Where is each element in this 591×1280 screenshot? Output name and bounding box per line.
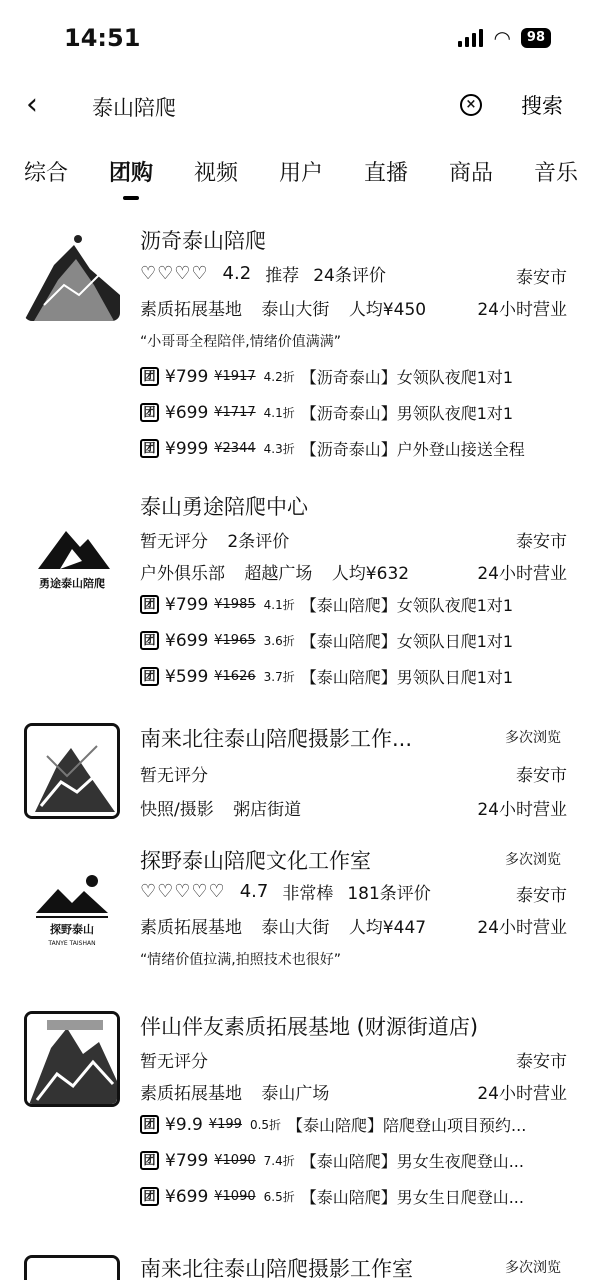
info-row (140, 559, 423, 584)
back-icon[interactable]: ‹ (26, 87, 38, 122)
review-count: 24条评价 (313, 266, 386, 286)
deal-original-price: ¥1090 (214, 1153, 256, 1168)
result-card[interactable] (0, 841, 591, 1001)
review-count: 181条评价 (347, 884, 431, 904)
tab-products[interactable]: 商品 (449, 161, 494, 186)
deal-discount: 3.7折 (263, 670, 295, 684)
rating-text: 暂无评分 (140, 532, 208, 552)
group-buy-icon: 团 (140, 631, 159, 650)
hours-label: 24小时营业 (477, 564, 567, 584)
hours-label: 24小时营业 (477, 300, 567, 320)
deal-price: ¥799 (165, 1150, 209, 1171)
deal-original-price: ¥1917 (214, 369, 256, 384)
category-label: 素质拓展基地 (140, 918, 242, 938)
status-icons (458, 28, 551, 48)
search-input[interactable]: 泰山陪爬 (92, 96, 176, 120)
deal-title: 【泰山陪爬】男女生夜爬登山... (300, 1152, 524, 1171)
wifi-icon: ◠ (493, 26, 511, 50)
deal-original-price: ¥1985 (214, 597, 256, 612)
rating-score: 4.2 (222, 263, 252, 284)
search-bar (0, 82, 591, 130)
category-label: 素质拓展基地 (140, 300, 242, 320)
group-buy-icon: 团 (140, 1151, 159, 1170)
review-quote: “小哥哥全程陪伴,情绪价值满满” (140, 334, 341, 350)
deal-original-price: ¥199 (208, 1117, 242, 1132)
group-buy-icon: 团 (140, 1187, 159, 1206)
category-label: 素质拓展基地 (140, 1084, 242, 1104)
rating-text: 暂无评分 (140, 766, 208, 786)
deal-item[interactable] (140, 401, 570, 424)
deal-original-price: ¥2344 (214, 441, 256, 456)
store-name[interactable]: 沥奇泰山陪爬 (140, 229, 266, 253)
browsed-badge: 多次浏览 (505, 1260, 561, 1276)
deal-title: 【沥奇泰山】男领队夜爬1对1 (300, 404, 514, 423)
review-count: 2条评价 (227, 532, 290, 552)
tab-group-buy[interactable]: 团购 (109, 161, 154, 186)
result-card[interactable] (0, 713, 591, 841)
avg-price: 人均¥447 (348, 918, 427, 938)
info-row (140, 295, 440, 320)
hours-label: 24小时营业 (477, 800, 567, 820)
area-label: 粥店街道 (233, 800, 302, 820)
deal-title: 【泰山陪爬】男女生日爬登山... (300, 1188, 524, 1207)
deal-discount: 4.1折 (263, 406, 295, 420)
deal-discount: 3.6折 (263, 634, 295, 648)
deal-item[interactable] (140, 1113, 570, 1136)
deal-item[interactable] (140, 593, 570, 616)
deal-original-price: ¥1965 (214, 633, 256, 648)
deal-price: ¥699 (165, 630, 209, 651)
store-name[interactable]: 泰山勇途陪爬中心 (140, 495, 308, 519)
deal-discount: 6.5折 (263, 1190, 295, 1204)
status-bar (0, 0, 591, 80)
signal-icon (458, 29, 483, 47)
svg-text:TANYE TAISHAN: TANYE TAISHAN (48, 940, 96, 947)
active-tab-indicator (123, 196, 139, 200)
deal-title: 【泰山陪爬】陪爬登山项目预约... (287, 1116, 527, 1135)
battery-icon: 98 (521, 28, 551, 48)
deal-item[interactable] (140, 365, 570, 388)
deal-item[interactable] (140, 1149, 570, 1172)
deal-original-price: ¥1717 (214, 405, 256, 420)
hours-label: 24小时营业 (477, 1084, 567, 1104)
group-buy-icon: 团 (140, 439, 159, 458)
rating-label: 非常棒 (282, 884, 334, 904)
area-label: 泰山大街 (261, 918, 330, 938)
store-thumbnail (24, 1255, 120, 1280)
svg-text:探野泰山: 探野泰山 (50, 923, 94, 936)
info-row (140, 795, 315, 820)
group-buy-icon: 团 (140, 403, 159, 422)
result-card[interactable] (0, 485, 591, 713)
deal-price: ¥699 (165, 402, 209, 423)
city-label: 泰安市 (516, 886, 567, 906)
deal-title: 【沥奇泰山】户外登山接送全程 (300, 440, 525, 459)
store-thumbnail (24, 225, 120, 321)
group-buy-icon: 团 (140, 367, 159, 386)
city-label: 泰安市 (516, 268, 567, 288)
rating-score: 4.7 (239, 881, 269, 902)
area-label: 泰山大街 (261, 300, 330, 320)
status-time: 14:51 (64, 24, 141, 52)
avg-price: 人均¥632 (331, 564, 410, 584)
deal-discount: 4.2折 (263, 370, 295, 384)
deal-item[interactable] (140, 665, 570, 688)
store-thumbnail (24, 859, 120, 955)
store-thumbnail (24, 723, 120, 819)
deal-title: 【泰山陪爬】男领队日爬1对1 (300, 668, 514, 687)
review-quote: “情绪价值拉满,拍照技术也很好” (140, 952, 341, 968)
store-thumbnail (24, 505, 120, 601)
store-name[interactable]: 伴山伴友素质拓展基地 (财源街道店) (140, 1015, 479, 1039)
rating-label: 推荐 (265, 266, 300, 286)
rating-row (140, 879, 445, 904)
city-label: 泰安市 (516, 532, 567, 552)
info-row (140, 1079, 343, 1104)
tab-videos[interactable]: 视频 (194, 161, 239, 186)
category-label: 户外俱乐部 (140, 564, 225, 584)
deal-discount: 4.1折 (263, 598, 295, 612)
hours-label: 24小时营业 (477, 918, 567, 938)
group-buy-icon: 团 (140, 667, 159, 686)
browsed-badge: 多次浏览 (505, 852, 561, 868)
deal-price: ¥999 (165, 438, 209, 459)
tab-all[interactable]: 综合 (24, 161, 69, 186)
search-button[interactable]: 搜索 (521, 90, 563, 120)
rating-text: 暂无评分 (140, 1052, 208, 1072)
store-thumbnail (24, 1011, 120, 1107)
group-buy-icon: 团 (140, 1115, 159, 1134)
deal-title: 【泰山陪爬】女领队日爬1对1 (300, 632, 514, 651)
deal-item[interactable] (140, 629, 570, 652)
heart-rating-icon: ♡♡♡♡ (140, 263, 209, 284)
deal-item[interactable] (140, 1185, 570, 1208)
deal-discount: 7.4折 (263, 1154, 295, 1168)
rating-row (140, 261, 400, 286)
deal-price: ¥799 (165, 594, 209, 615)
city-label: 泰安市 (516, 766, 567, 786)
tab-users[interactable]: 用户 (279, 161, 324, 186)
city-label: 泰安市 (516, 1052, 567, 1072)
store-name[interactable]: 南来北往泰山陪爬摄影工作室 (140, 1257, 413, 1280)
group-buy-icon: 团 (140, 595, 159, 614)
deal-discount: 4.3折 (263, 442, 295, 456)
store-name[interactable]: 探野泰山陪爬文化工作室 (140, 849, 371, 873)
result-card[interactable] (0, 1001, 591, 1229)
rating-row (140, 527, 303, 552)
info-row (140, 913, 440, 938)
browsed-badge: 多次浏览 (505, 730, 561, 746)
result-card[interactable] (0, 1229, 591, 1280)
category-label: 快照/摄影 (140, 800, 214, 820)
deal-price: ¥699 (165, 1186, 209, 1207)
deal-title: 【泰山陪爬】女领队夜爬1对1 (300, 596, 514, 615)
category-tabs (0, 150, 591, 206)
result-card[interactable] (0, 215, 591, 485)
deal-discount: 0.5折 (249, 1118, 282, 1132)
deal-price: ¥599 (165, 666, 209, 687)
deal-original-price: ¥1090 (214, 1189, 256, 1204)
store-name[interactable]: 南来北往泰山陪爬摄影工作... (140, 727, 413, 751)
deal-title: 【沥奇泰山】女领队夜爬1对1 (300, 368, 514, 387)
tab-music[interactable]: 音乐 (534, 161, 579, 186)
avg-price: 人均¥450 (348, 300, 427, 320)
deal-item[interactable] (140, 437, 570, 460)
deal-price: ¥799 (165, 366, 209, 387)
deal-price: ¥9.9 (165, 1114, 203, 1135)
results-list (0, 215, 591, 1280)
area-label: 超越广场 (244, 564, 313, 584)
svg-text:勇途泰山陪爬: 勇途泰山陪爬 (39, 577, 105, 590)
deal-original-price: ¥1626 (214, 669, 256, 684)
area-label: 泰山广场 (261, 1084, 330, 1104)
tab-live[interactable]: 直播 (364, 161, 409, 186)
heart-rating-icon: ♡♡♡♡♡ (140, 881, 226, 902)
clear-icon[interactable]: × (460, 94, 482, 116)
